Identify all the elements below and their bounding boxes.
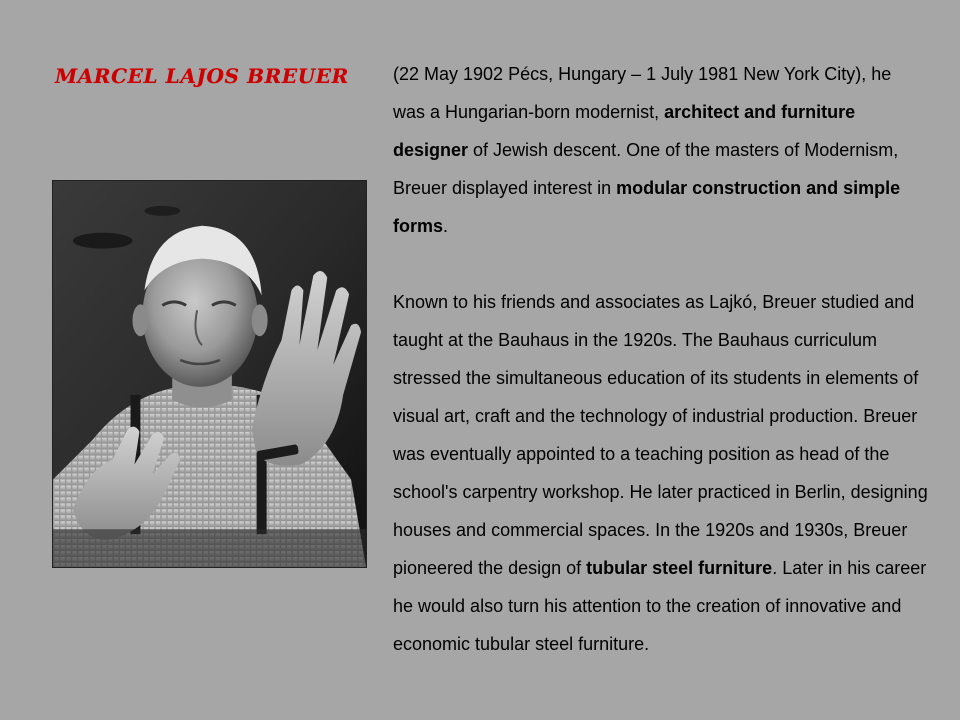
paragraph2-text-2: . Later in his career he would also turn his attention to the creation of innovative and economic tubular steel furniture. xyxy=(393,558,927,654)
body-text xyxy=(393,55,928,663)
paragraph-bauhaus xyxy=(393,283,928,663)
portrait-image xyxy=(53,181,366,567)
paragraph1-bold-2: modular construction and simple forms xyxy=(393,178,901,236)
paragraph1-text-3: . xyxy=(443,216,449,236)
paragraph1-bold-1: architect and furniture designer xyxy=(393,102,856,160)
paragraph-bio-intro xyxy=(393,55,928,245)
slide-title: MARCEL LAJOS BREUER xyxy=(55,64,349,88)
portrait-photo xyxy=(52,180,367,568)
paragraph1-text-1: (22 May 1902 Pécs, Hungary – 1 July 1981 New York City), he was a Hungarian-born modernist, xyxy=(393,64,892,122)
paragraph2-text-1: Known to his friends and associates as Lajkó, Breuer studied and taught at the Bauhaus in the 1920s. The Bauhaus curriculum stressed the simultaneous education of its students in elements of visual art, craft and the technology of industrial production. Breuer was eventually appointed to a teaching position as head of the school's carpentry workshop. He later practiced in Berlin, designing houses and commercial spaces. In the 1920s and 1930s, Breuer pioneered the design of xyxy=(393,292,928,578)
paragraph1-text-2: of Jewish descent. One of the masters of Modernism, Breuer displayed interest in xyxy=(393,140,899,198)
paragraph2-bold-1: tubular steel furniture xyxy=(586,558,773,578)
